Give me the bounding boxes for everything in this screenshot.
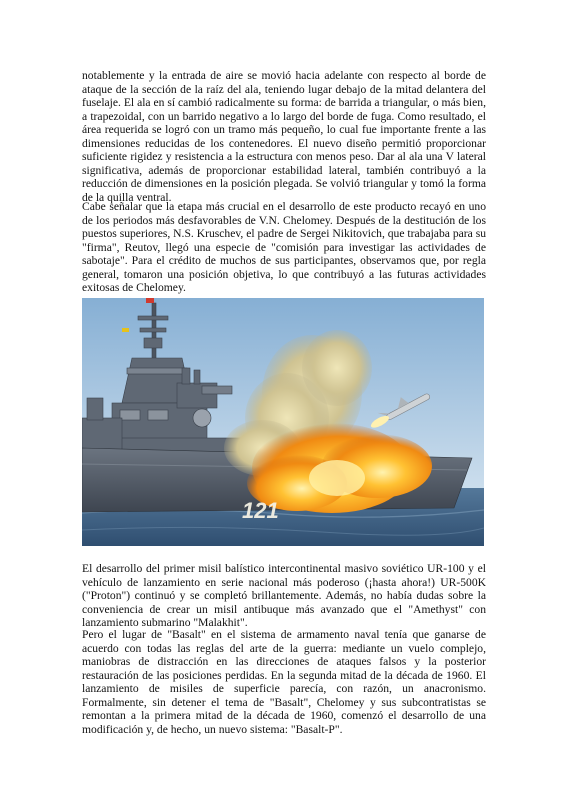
hull-number: 121: [242, 498, 279, 523]
paragraph-basalt: Pero el lugar de "Basalt" en el sistema de armamento naval tenía que ganarse de acuerdo con todas las reglas del arte de la guerra: mediante un vuelo complejo, maniobras de distracción en las direcciones de ataques falsos y la posterior restauración de las posiciones perdidas. En la segunda mitad de la década de 1960. El lanzamiento de misiles de superficie parecía, con razón, un anacronismo. Formalmente, sin detener el tema de "Basalt", Chelomey y sus subcontratistas se remontan a la primera mitad de la década de 1960, comenzó el desarrollo de una modificación y, de hecho, un nuevo sistema: "Basalt-P".: [82, 628, 486, 736]
missile-launch-photo: [82, 298, 484, 546]
paragraph-chelomey-period: Cabe señalar que la etapa más crucial en el desarrollo de este producto recayó en uno de los periodos más desfavorables de V.N. Chelomey. Después de la destitución de los puestos superiores, N.S. Kruschev, el padre de Sergei Nikitovich, que trabajaba para su "firma", Reutov, llegó una especie de "comisión para investigar las actividades de sabotaje". Para el crédito de muchos de sus participantes, observamos que, por regla general, tomaron una posición objetiva, lo que contribuyó a las futuras actividades exitosas de Chelomey.: [82, 200, 486, 294]
paragraph-wing-design: notablemente y la entrada de aire se movió hacia adelante con respecto al borde de ataque de la sección de la raíz del ala, teniendo lugar debajo de la mitad delantera del fuselaje. El ala en sí cambió radicalmente su forma: de barrida a triangular, o más bien, a trapezoidal, con un barrido negativo a lo largo del borde de fuga. Como resultado, el área requerida se logró con un tramo más pequeño, lo cual fue importante frente a las dimensiones reducidas de los contenedores. El nuevo diseño permitió proporcionar suficiente rigidez y resistencia a la estructura con menos peso. Dar al ala una V lateral significativa, además de proporcionar estabilidad lateral, también contribuyó a la reducción de dimensiones en la posición plegada. Se volvió triangular y tomó la forma de la quilla ventral.: [82, 69, 486, 204]
paragraph-ur100-proton: El desarrollo del primer misil balístico intercontinental masivo soviético UR-100 y el vehículo de lanzamiento en serie nacional más poderoso (¡hasta ahora!) UR-500K ("Proton") continuó y se completó brillantemente. Además, no había dudas sobre la conveniencia de crear un misil antibuque más avanzado que el "Amethyst" con lanzamiento submarino "Malakhit".: [82, 562, 486, 629]
